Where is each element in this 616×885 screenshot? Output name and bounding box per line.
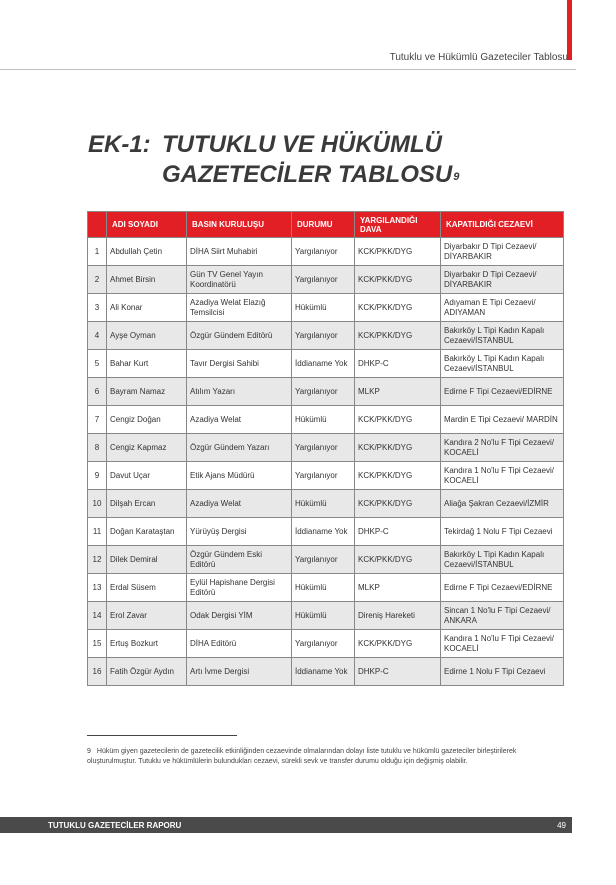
heading-label: EK-1: xyxy=(88,131,151,158)
heading-line-1: TUTUKLU VE HÜKÜMLÜ xyxy=(162,131,442,158)
col-header-prison: KAPATILDIĞI CEZAEVİ xyxy=(441,212,564,238)
prison-name: Edirne 1 Nolu F Tipi Cezaevi xyxy=(441,658,564,686)
prison-name: Bakırköy L Tipi Kadın Kapalı Cezaevi/İSTANBUL xyxy=(441,350,564,378)
table-row xyxy=(88,630,564,658)
footnote-number: 9 xyxy=(87,748,91,755)
status-text: İddianame Yok xyxy=(292,518,355,546)
table-header-row xyxy=(88,212,564,238)
person-name: Davut Uçar xyxy=(107,462,187,490)
status-text: Hükümlü xyxy=(292,490,355,518)
status-text: Yargılanıyor xyxy=(292,462,355,490)
status-text: Yargılanıyor xyxy=(292,238,355,266)
outlet-name: Özgür Gündem Yazarı xyxy=(187,434,292,462)
outlet-name: Özgür Gündem Eski Editörü xyxy=(187,546,292,574)
prison-name: Bakırköy L Tipi Kadın Kapalı Cezaevi/İSTANBUL xyxy=(441,546,564,574)
person-name: Bahar Kurt xyxy=(107,350,187,378)
row-number: 12 xyxy=(88,546,107,574)
footnote xyxy=(87,747,557,767)
table-row xyxy=(88,378,564,406)
table-row xyxy=(88,658,564,686)
row-number: 3 xyxy=(88,294,107,322)
heading-line-2-text: GAZETECİLER TABLOSU xyxy=(162,161,453,188)
table-row xyxy=(88,350,564,378)
row-number: 9 xyxy=(88,462,107,490)
row-number: 2 xyxy=(88,266,107,294)
prison-name: Sincan 1 No'lu F Tipi Cezaevi/ ANKARA xyxy=(441,602,564,630)
outlet-name: Azadiya Welat xyxy=(187,490,292,518)
person-name: Doğan Karataştan xyxy=(107,518,187,546)
outlet-name: Eylül Hapishane Dergisi Editörü xyxy=(187,574,292,602)
status-text: Yargılanıyor xyxy=(292,266,355,294)
case-name: KCK/PKK/DYG xyxy=(355,462,441,490)
outlet-name: Artı İvme Dergisi xyxy=(187,658,292,686)
col-header-case: YARGILANDIĞI DAVA xyxy=(355,212,441,238)
prison-name: Mardin E Tipi Cezaevi/ MARDİN xyxy=(441,406,564,434)
table-row xyxy=(88,238,564,266)
prison-name: Edirne F Tipi Cezaevi/EDİRNE xyxy=(441,378,564,406)
outlet-name: Atılım Yazarı xyxy=(187,378,292,406)
outlet-name: Gün TV Genel Yayın Koordinatörü xyxy=(187,266,292,294)
person-name: Ahmet Birsin xyxy=(107,266,187,294)
row-number: 10 xyxy=(88,490,107,518)
prison-name: Tekirdağ 1 Nolu F Tipi Cezaevi xyxy=(441,518,564,546)
prison-name: Adıyaman E Tipi Cezaevi/ ADIYAMAN xyxy=(441,294,564,322)
col-header-no xyxy=(88,212,107,238)
person-name: Bayram Namaz xyxy=(107,378,187,406)
footer-title: TUTUKLU GAZETECİLER RAPORU xyxy=(48,821,182,830)
status-text: Yargılanıyor xyxy=(292,434,355,462)
person-name: Cengiz Kapmaz xyxy=(107,434,187,462)
footnote-text: Hüküm giyen gazetecilerin de gazetecilik etkinliğinden cezaevinde olmalarından dolayı liste tutuklu ve hükümlü gazeteciler birleştirilerek oluşturulmuştur. Tutuklu ve hükümlülerin bulundukları cezaevi, sürekli sevk ve transfer durumu olduğu için değişmiş olabilir. xyxy=(87,748,517,765)
table-row xyxy=(88,266,564,294)
footnote-ref: 9 xyxy=(453,171,460,183)
row-number: 5 xyxy=(88,350,107,378)
col-header-name: ADI SOYADI xyxy=(107,212,187,238)
col-header-status: DURUMU xyxy=(292,212,355,238)
case-name: KCK/PKK/DYG xyxy=(355,406,441,434)
table-row xyxy=(88,546,564,574)
status-text: Yargılanıyor xyxy=(292,378,355,406)
prison-name: Kandıra 1 No'lu F Tipi Cezaevi/ KOCAELİ xyxy=(441,630,564,658)
case-name: KCK/PKK/DYG xyxy=(355,630,441,658)
footnote-rule xyxy=(87,735,237,736)
case-name: KCK/PKK/DYG xyxy=(355,322,441,350)
table-row xyxy=(88,518,564,546)
case-name: MLKP xyxy=(355,378,441,406)
accent-bar xyxy=(567,0,572,60)
journalists-table xyxy=(87,211,564,686)
col-header-outlet: BASIN KURULUŞU xyxy=(187,212,292,238)
prison-name: Aliağa Şakran Cezaevi/İZMİR xyxy=(441,490,564,518)
table-row xyxy=(88,434,564,462)
status-text: Yargılanıyor xyxy=(292,546,355,574)
outlet-name: Etik Ajans Müdürü xyxy=(187,462,292,490)
prison-name: Diyarbakır D Tipi Cezaevi/ DİYARBAKIR xyxy=(441,238,564,266)
outlet-name: DİHA Editörü xyxy=(187,630,292,658)
person-name: Dilek Demiral xyxy=(107,546,187,574)
case-name: KCK/PKK/DYG xyxy=(355,266,441,294)
person-name: Ayşe Oyman xyxy=(107,322,187,350)
row-number: 15 xyxy=(88,630,107,658)
person-name: Cengiz Doğan xyxy=(107,406,187,434)
row-number: 13 xyxy=(88,574,107,602)
heading-line-2 xyxy=(162,160,459,190)
case-name: DHKP-C xyxy=(355,518,441,546)
status-text: İddianame Yok xyxy=(292,350,355,378)
case-name: KCK/PKK/DYG xyxy=(355,238,441,266)
case-name: KCK/PKK/DYG xyxy=(355,546,441,574)
table-row xyxy=(88,322,564,350)
row-number: 1 xyxy=(88,238,107,266)
person-name: Dilşah Ercan xyxy=(107,490,187,518)
status-text: İddianame Yok xyxy=(292,658,355,686)
person-name: Erdal Süsem xyxy=(107,574,187,602)
row-number: 4 xyxy=(88,322,107,350)
prison-name: Kandıra 1 No'lu F Tipi Cezaevi/ KOCAELİ xyxy=(441,462,564,490)
prison-name: Bakırköy L Tipi Kadın Kapalı Cezaevi/İSTANBUL xyxy=(441,322,564,350)
status-text: Hükümlü xyxy=(292,294,355,322)
case-name: Direniş Hareketi xyxy=(355,602,441,630)
status-text: Yargılanıyor xyxy=(292,322,355,350)
prison-name: Diyarbakır D Tipi Cezaevi/ DİYARBAKIR xyxy=(441,266,564,294)
outlet-name: Tavır Dergisi Sahibi xyxy=(187,350,292,378)
case-name: KCK/PKK/DYG xyxy=(355,490,441,518)
table-row xyxy=(88,574,564,602)
row-number: 16 xyxy=(88,658,107,686)
table-row xyxy=(88,602,564,630)
outlet-name: Odak Dergisi YİM xyxy=(187,602,292,630)
outlet-name: Özgür Gündem Editörü xyxy=(187,322,292,350)
case-name: KCK/PKK/DYG xyxy=(355,294,441,322)
status-text: Yargılanıyor xyxy=(292,630,355,658)
status-text: Hükümlü xyxy=(292,406,355,434)
outlet-name: Azadiya Welat xyxy=(187,406,292,434)
row-number: 6 xyxy=(88,378,107,406)
table-row xyxy=(88,294,564,322)
person-name: Erol Zavar xyxy=(107,602,187,630)
person-name: Fatih Özgür Aydın xyxy=(107,658,187,686)
footer-bar xyxy=(0,817,572,833)
row-number: 11 xyxy=(88,518,107,546)
running-header: Tutuklu ve Hükümlü Gazeteciler Tablosu xyxy=(389,52,568,63)
case-name: MLKP xyxy=(355,574,441,602)
status-text: Hükümlü xyxy=(292,602,355,630)
header-rule xyxy=(0,69,576,70)
table-row xyxy=(88,406,564,434)
outlet-name: DİHA Siirt Muhabiri xyxy=(187,238,292,266)
table-row xyxy=(88,490,564,518)
prison-name: Kandıra 2 No'lu F Tipi Cezaevi/ KOCAELİ xyxy=(441,434,564,462)
case-name: DHKP-C xyxy=(355,350,441,378)
status-text: Hükümlü xyxy=(292,574,355,602)
case-name: KCK/PKK/DYG xyxy=(355,434,441,462)
outlet-name: Yürüyüş Dergisi xyxy=(187,518,292,546)
table-row xyxy=(88,462,564,490)
person-name: Ali Konar xyxy=(107,294,187,322)
prison-name: Edirne F Tipi Cezaevi/EDİRNE xyxy=(441,574,564,602)
page-number: 49 xyxy=(557,821,566,830)
row-number: 14 xyxy=(88,602,107,630)
person-name: Abdullah Çetin xyxy=(107,238,187,266)
case-name: DHKP-C xyxy=(355,658,441,686)
person-name: Ertuş Bozkurt xyxy=(107,630,187,658)
row-number: 8 xyxy=(88,434,107,462)
outlet-name: Azadiya Welat Elazığ Temsilcisi xyxy=(187,294,292,322)
row-number: 7 xyxy=(88,406,107,434)
